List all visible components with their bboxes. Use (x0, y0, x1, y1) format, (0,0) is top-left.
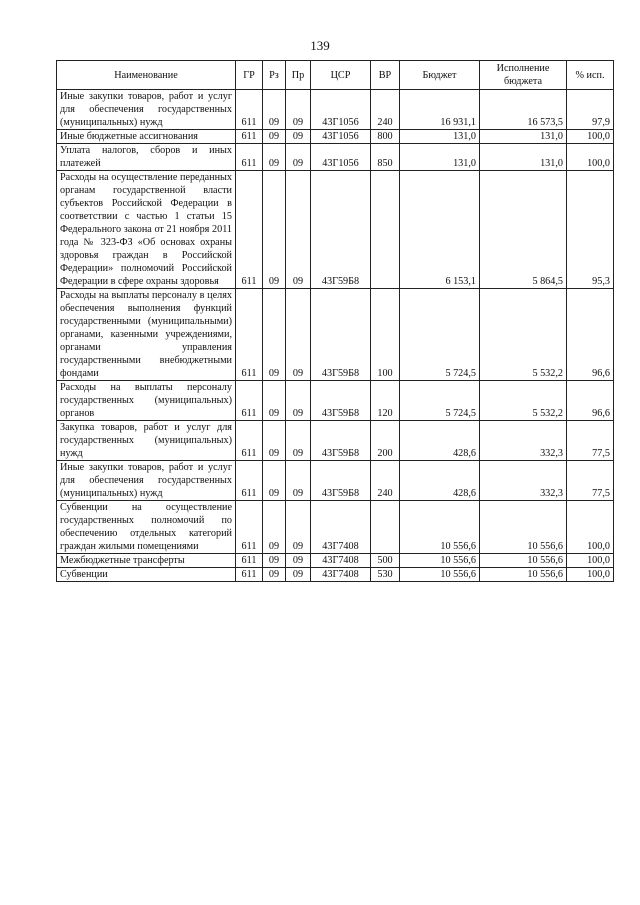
row-name: Уплата налогов, сборов и иных платежей (57, 144, 236, 171)
row-execution: 10 556,6 (480, 554, 567, 568)
row-rz: 09 (263, 144, 286, 171)
row-pr: 09 (286, 130, 311, 144)
row-csr: 43Г7408 (311, 501, 371, 554)
row-csr: 43Г7408 (311, 554, 371, 568)
row-name: Субвенции (57, 568, 236, 582)
row-percent: 100,0 (567, 130, 614, 144)
row-execution: 16 573,5 (480, 90, 567, 130)
row-pr: 09 (286, 568, 311, 582)
row-rz: 09 (263, 554, 286, 568)
table-row (57, 461, 614, 501)
row-name: Расходы на выплаты персоналу в целях обеспечения выполнения функций государственными (муниципальными) органами, казенными учреждениями, органами управления государственными внебюджетными фондами (57, 289, 236, 381)
row-rz: 09 (263, 171, 286, 289)
row-percent: 77,5 (567, 461, 614, 501)
row-budget: 131,0 (400, 130, 480, 144)
row-vr: 500 (371, 554, 400, 568)
row-pr: 09 (286, 171, 311, 289)
row-budget: 10 556,6 (400, 501, 480, 554)
row-execution: 131,0 (480, 144, 567, 171)
row-budget: 10 556,6 (400, 568, 480, 582)
row-rz: 09 (263, 461, 286, 501)
row-rz: 09 (263, 381, 286, 421)
header-csr: ЦСР (311, 61, 371, 90)
row-execution: 5 864,5 (480, 171, 567, 289)
row-budget: 16 931,1 (400, 90, 480, 130)
table-row (57, 90, 614, 130)
header-budget: Бюджет (400, 61, 480, 90)
row-gr: 611 (236, 90, 263, 130)
row-pr: 09 (286, 554, 311, 568)
row-rz: 09 (263, 568, 286, 582)
row-vr (371, 501, 400, 554)
row-csr: 43Г59Б8 (311, 171, 371, 289)
table-row (57, 130, 614, 144)
row-vr: 850 (371, 144, 400, 171)
table-row (57, 381, 614, 421)
row-csr: 43Г59Б8 (311, 421, 371, 461)
table-header-row (57, 61, 614, 90)
row-execution: 131,0 (480, 130, 567, 144)
row-gr: 611 (236, 171, 263, 289)
row-rz: 09 (263, 501, 286, 554)
row-gr: 611 (236, 501, 263, 554)
row-rz: 09 (263, 421, 286, 461)
table-row (57, 171, 614, 289)
header-percent: % исп. (567, 61, 614, 90)
budget-table (56, 60, 614, 582)
header-pr: Пр (286, 61, 311, 90)
row-vr: 530 (371, 568, 400, 582)
row-execution: 5 532,2 (480, 381, 567, 421)
row-pr: 09 (286, 421, 311, 461)
row-csr: 43Г1056 (311, 144, 371, 171)
row-execution: 10 556,6 (480, 568, 567, 582)
row-vr: 100 (371, 289, 400, 381)
table-row (57, 501, 614, 554)
row-vr: 240 (371, 90, 400, 130)
row-vr (371, 171, 400, 289)
row-csr: 43Г59Б8 (311, 289, 371, 381)
row-gr: 611 (236, 381, 263, 421)
row-percent: 100,0 (567, 501, 614, 554)
row-name: Иные закупки товаров, работ и услуг для обеспечения государственных (муниципальных) нужд (57, 461, 236, 501)
row-budget: 6 153,1 (400, 171, 480, 289)
row-pr: 09 (286, 381, 311, 421)
row-budget: 428,6 (400, 461, 480, 501)
row-csr: 43Г7408 (311, 568, 371, 582)
row-budget: 428,6 (400, 421, 480, 461)
row-name: Межбюджетные трансферты (57, 554, 236, 568)
row-csr: 43Г59Б8 (311, 381, 371, 421)
row-execution: 332,3 (480, 421, 567, 461)
header-name: Наименование (57, 61, 236, 90)
row-budget: 10 556,6 (400, 554, 480, 568)
row-gr: 611 (236, 144, 263, 171)
row-gr: 611 (236, 461, 263, 501)
row-csr: 43Г1056 (311, 130, 371, 144)
row-vr: 240 (371, 461, 400, 501)
row-rz: 09 (263, 90, 286, 130)
row-name: Расходы на выплаты персоналу государственных (муниципальных) органов (57, 381, 236, 421)
row-percent: 95,3 (567, 171, 614, 289)
table-row (57, 289, 614, 381)
row-rz: 09 (263, 130, 286, 144)
row-name: Расходы на осуществление переданных органам государственной власти субъектов Российской Федерации в соответствии с частью 1 статьи 15 Федерального закона от 21 ноября 2011 года № 323-ФЗ «Об основах охраны здоровья граждан в Российской Федерации» полномочий Российской Федерации в сфере охраны здоровья (57, 171, 236, 289)
row-gr: 611 (236, 289, 263, 381)
row-percent: 96,6 (567, 381, 614, 421)
row-pr: 09 (286, 501, 311, 554)
row-vr: 200 (371, 421, 400, 461)
row-pr: 09 (286, 90, 311, 130)
row-pr: 09 (286, 461, 311, 501)
row-execution: 5 532,2 (480, 289, 567, 381)
row-vr: 120 (371, 381, 400, 421)
row-vr: 800 (371, 130, 400, 144)
row-csr: 43Г1056 (311, 90, 371, 130)
table-row (57, 568, 614, 582)
row-budget: 5 724,5 (400, 381, 480, 421)
row-rz: 09 (263, 289, 286, 381)
row-gr: 611 (236, 421, 263, 461)
row-name: Закупка товаров, работ и услуг для государственных (муниципальных) нужд (57, 421, 236, 461)
table-row (57, 554, 614, 568)
row-gr: 611 (236, 554, 263, 568)
row-execution: 332,3 (480, 461, 567, 501)
row-name: Иные бюджетные ассигнования (57, 130, 236, 144)
row-gr: 611 (236, 130, 263, 144)
header-vr: ВР (371, 61, 400, 90)
table-row (57, 421, 614, 461)
row-pr: 09 (286, 289, 311, 381)
header-rz: Рз (263, 61, 286, 90)
row-name: Субвенции на осуществление государственных полномочий по обеспечению отдельных категорий граждан жилыми помещениями (57, 501, 236, 554)
table-row (57, 144, 614, 171)
row-budget: 131,0 (400, 144, 480, 171)
row-percent: 97,9 (567, 90, 614, 130)
row-budget: 5 724,5 (400, 289, 480, 381)
row-percent: 100,0 (567, 554, 614, 568)
row-name: Иные закупки товаров, работ и услуг для обеспечения государственных (муниципальных) нужд (57, 90, 236, 130)
header-execution: Исполнение бюджета (480, 61, 567, 90)
page-number: 139 (310, 38, 330, 53)
row-csr: 43Г59Б8 (311, 461, 371, 501)
row-gr: 611 (236, 568, 263, 582)
row-percent: 100,0 (567, 568, 614, 582)
row-percent: 96,6 (567, 289, 614, 381)
row-execution: 10 556,6 (480, 501, 567, 554)
header-gr: ГР (236, 61, 263, 90)
row-pr: 09 (286, 144, 311, 171)
row-percent: 77,5 (567, 421, 614, 461)
row-percent: 100,0 (567, 144, 614, 171)
